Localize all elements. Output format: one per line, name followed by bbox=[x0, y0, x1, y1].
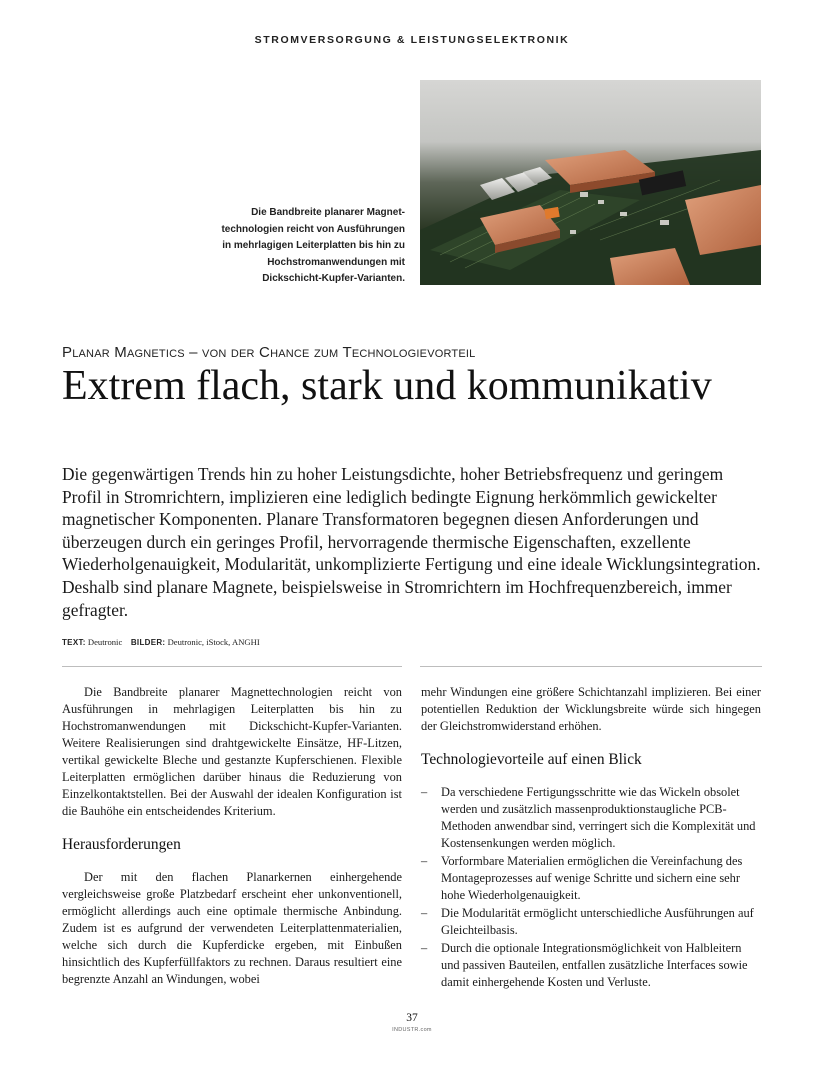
photo-caption: Die Bandbreite planarer Magnettechnologien reicht von Ausführungen in mehrlagigen Leiterplatten bis hin zu Hochstromanwendungen mit Dickschicht-Kupfer-Varianten. bbox=[221, 207, 405, 284]
article-kicker: Planar Magnetics – von der Chance zum Technologievorteil bbox=[62, 344, 476, 361]
body-column-left bbox=[62, 684, 402, 988]
list-dash: – bbox=[421, 854, 428, 868]
section-header: STROMVERSORGUNG & LEISTUNGSELEKTRONIK bbox=[254, 34, 570, 46]
list-item-text: Da verschiedene Fertigungsschritte wie das Wickeln obsolet werden und zusätzlich massenproduktionstaugliche PCB-Methoden anwendbar sind, verringert sich die Komplexität und Kostensenkungen werden möglich. bbox=[441, 785, 756, 850]
credits-images-value: Deutronic, iStock, ANGHI bbox=[167, 637, 260, 647]
list-item bbox=[421, 940, 761, 991]
list-item bbox=[421, 905, 761, 939]
body-column-right bbox=[421, 684, 761, 992]
credits-text-label: TEXT: bbox=[62, 638, 86, 647]
credits-text-value: Deutronic bbox=[87, 637, 123, 647]
list-item-text: Durch die optionale Integrationsmöglichkeit von Halbleitern und passiven Bauteilen, entfallen zusätzliche Interfaces sowie damit einhergehende Kosten und Verluste. bbox=[441, 941, 748, 989]
article-title: Extrem flach, stark und kommunikativ bbox=[62, 363, 712, 409]
list-dash: – bbox=[421, 785, 428, 799]
subheading-advantages: Technologievorteile auf einen Blick bbox=[421, 751, 642, 768]
pcb-photo-illustration bbox=[420, 80, 761, 285]
article-lead: Die gegenwärtigen Trends hin zu hoher Leistungsdichte, hoher Betriebsfrequenz und geringem Profil in Stromrichtern, implizieren eine lediglich bedingte Eignung herkömmlich gewickelter magnetischer Komponenten. Planare Transformatoren begegnen diesen Anforderungen und überzeugen durch ein geringes Profil, hervorragende thermische Eigenschaften, exzellente Wiederholgenauigkeit, Modularität, unkomplizierte Fertigung und eine ideale Wicklungsintegration. Deshalb sind planare Magnete, beispielsweise in Stromrichtern im Hochfrequenzbereich, immer gefragter. bbox=[62, 464, 761, 620]
body-paragraph: Der mit den flachen Planarkernen einhergehende vergleichsweise große Platzbedarf erscheint eher unkonventionell, ermöglicht allerdings auch eine optimale thermische Anbindung. Zudem ist es aufgrund der verwendeten Leiterplattenmaterialien, welche sich durch die Kupferdicke ergeben, mit Einbußen hinsichtlich des Kupferfüllfaktors zu rechnen. Daraus resultiert eine begrenzte Anzahl an Windungen, wobei bbox=[62, 870, 402, 986]
list-item bbox=[421, 784, 761, 852]
list-item-text: Die Modularität ermöglicht unterschiedliche Ausführungen auf Gleichteilbasis. bbox=[441, 906, 754, 937]
list-item-text: Vorformbare Materialien ermöglichen die Vereinfachung des Montageprozesses auf wenige Schritte und sichern eine sehr hohe Wiederholgenauigkeit. bbox=[441, 854, 743, 902]
column-divider-left bbox=[62, 666, 402, 667]
list-dash: – bbox=[421, 941, 428, 955]
list-item bbox=[421, 853, 761, 904]
list-dash: – bbox=[421, 906, 428, 920]
advantages-list bbox=[421, 784, 761, 991]
article-credits bbox=[62, 637, 260, 647]
body-paragraph: mehr Windungen eine größere Schichtanzahl implizieren. Bei einer potentiellen Reduktion der Wicklungsbreite würde sich hingegen der Gleichstromwiderstand erhöhen. bbox=[421, 685, 761, 733]
column-divider-right bbox=[420, 666, 762, 667]
body-paragraph: Die Bandbreite planarer Magnettechnologien reicht von Ausführungen in mehrlagigen Leiterplatten bis hin zu Hochstromanwendungen mit Dickschicht-Kupfer-Varianten. Weitere Realisierungen sind drahtgewickelte Einsätze, HF-Litzen, vertikal gewickelte Bleche und gestanzte Kupferschienen. Flexible Leiterplatten ermöglichen darüber hinaus die Reduzierung von Einzelkontaktstellen. Bei der Auswahl der idealen Konfiguration ist die Bauhöhe ein entscheidendes Kriterium. bbox=[62, 685, 402, 818]
footer-site: INDUSTR.com bbox=[392, 1027, 432, 1033]
credits-images-label: BILDER: bbox=[130, 638, 166, 647]
subheading-challenges: Herausforderungen bbox=[62, 836, 181, 853]
page-number: 37 bbox=[406, 1012, 418, 1024]
article-photo bbox=[420, 80, 761, 285]
